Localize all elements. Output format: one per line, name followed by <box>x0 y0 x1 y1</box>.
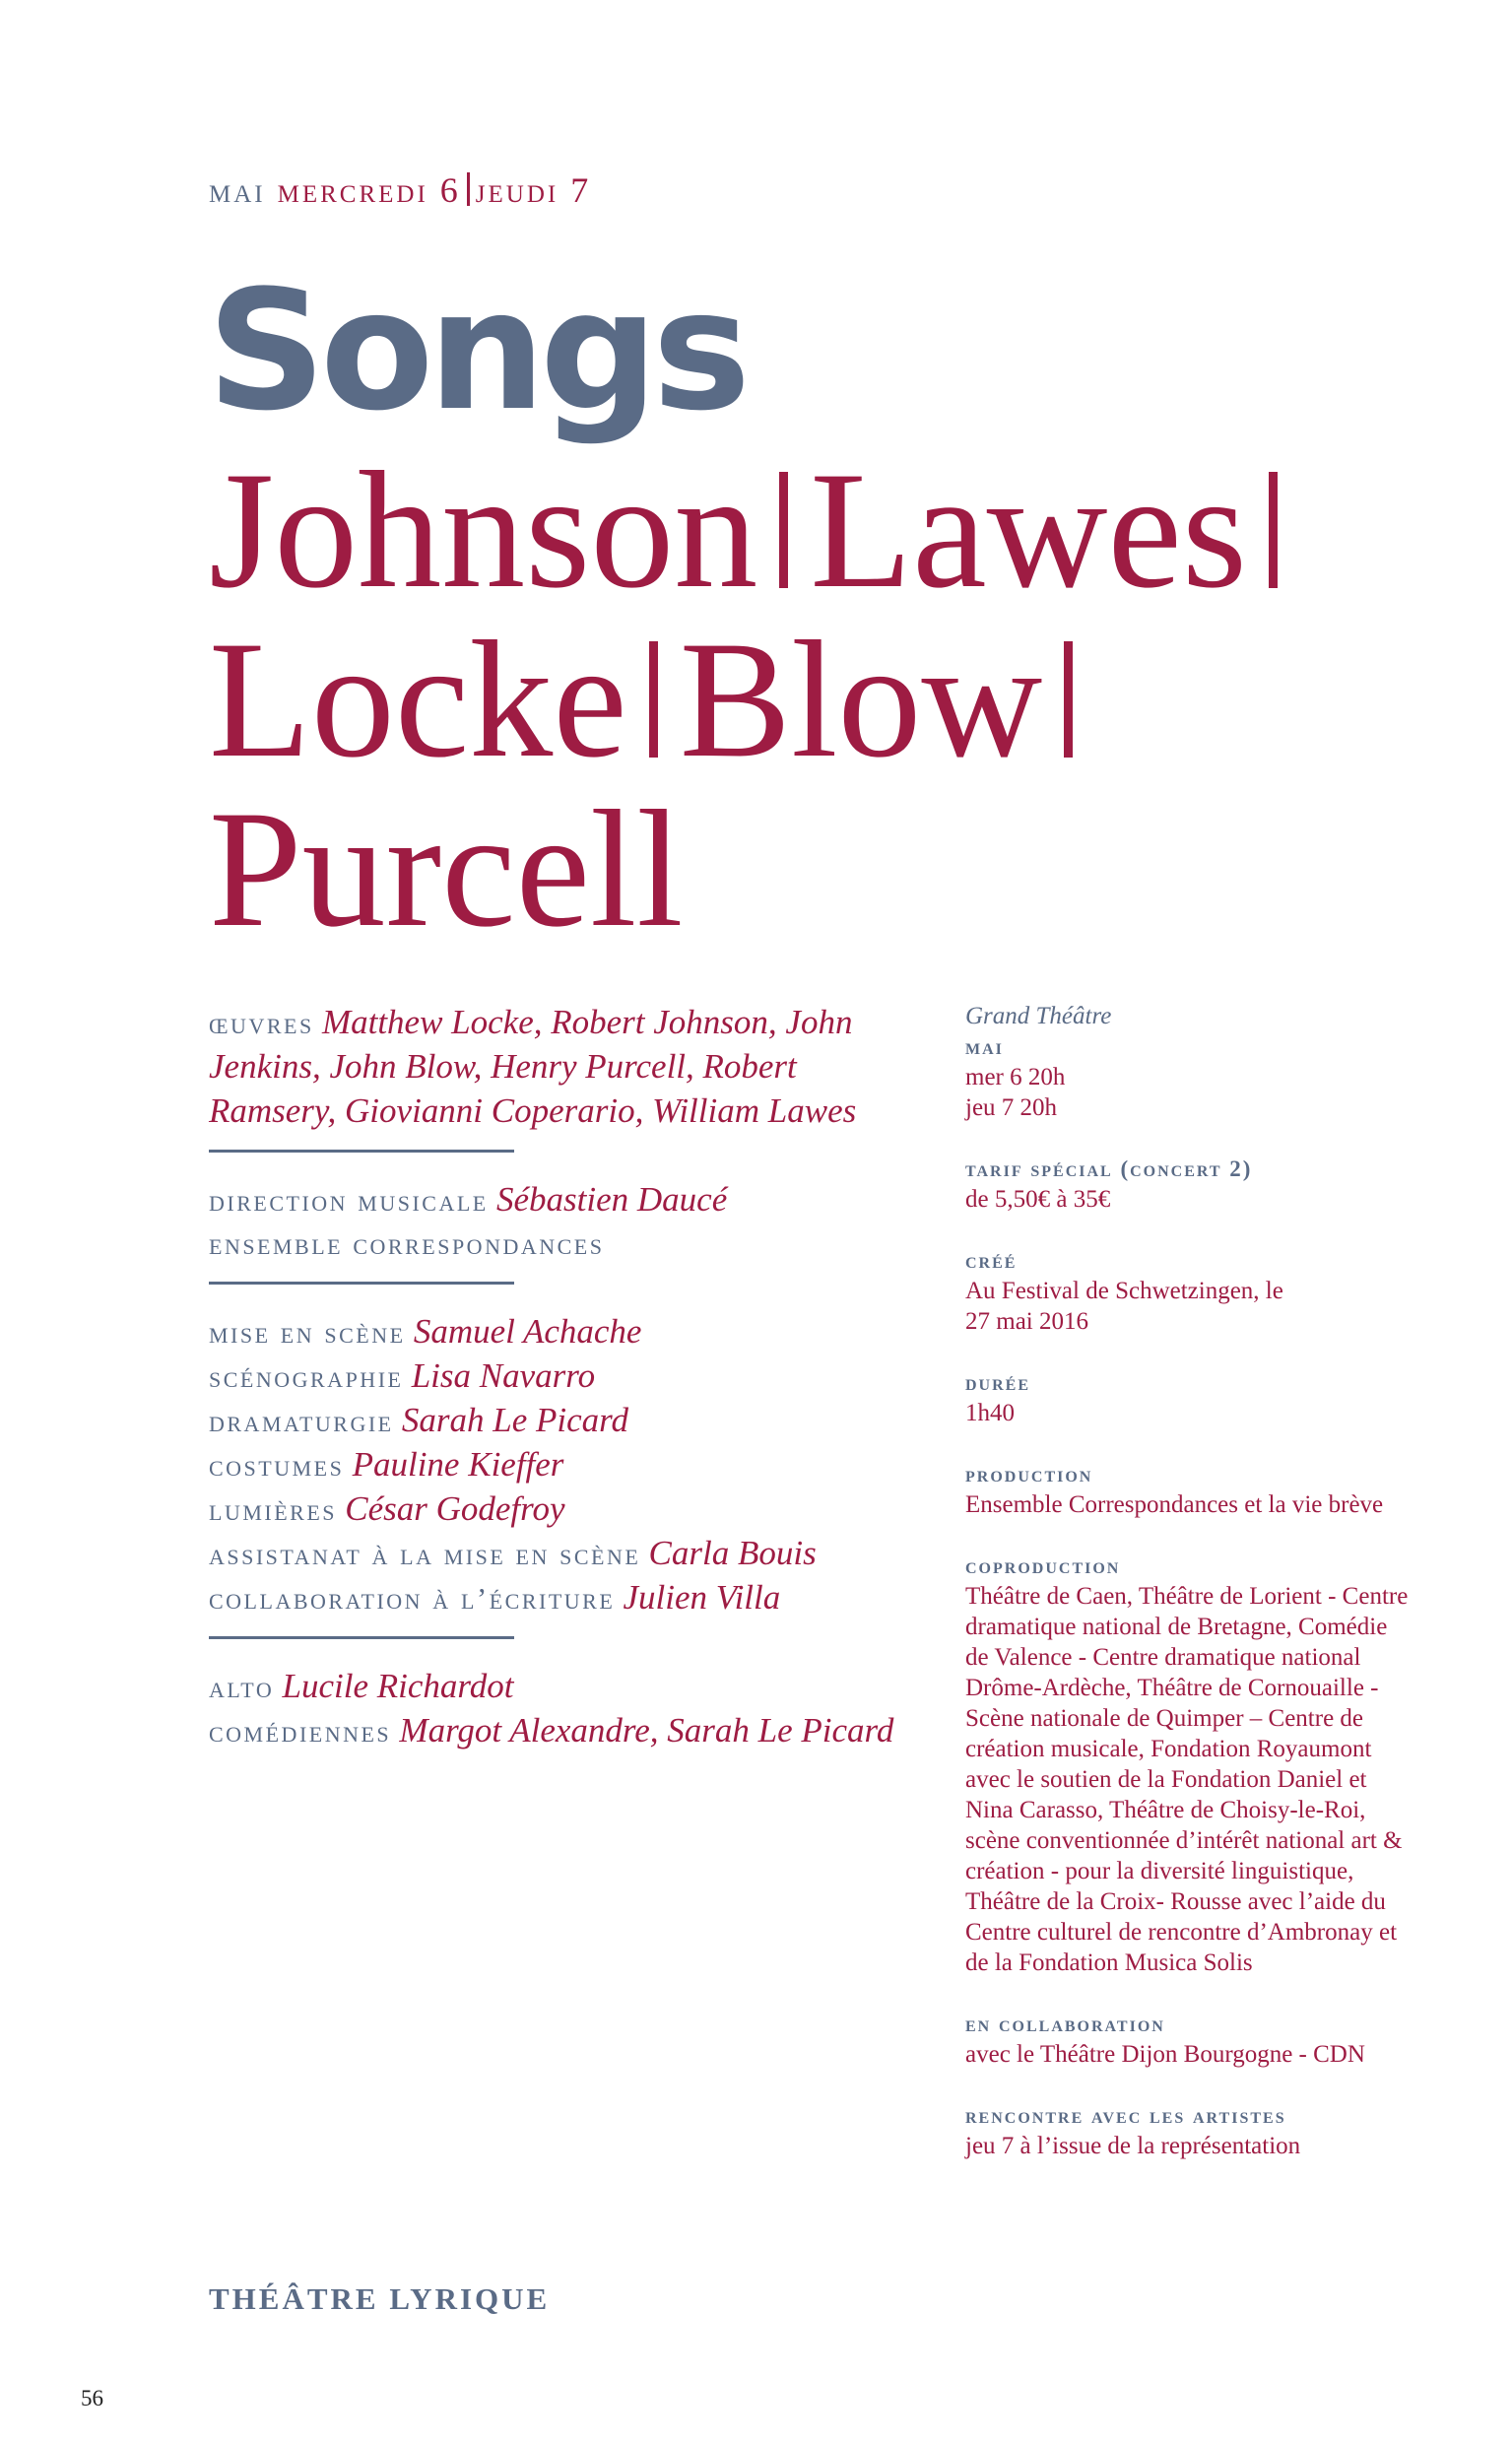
date-2: jeu 7 20h <box>965 1094 1058 1121</box>
credit-mise-en-scene <box>209 1310 918 1354</box>
composer-line-3: Purcell <box>209 776 684 961</box>
info-label: production <box>965 1462 1093 1486</box>
credit-costumes <box>209 1443 918 1487</box>
info-label: coproduction <box>965 1553 1121 1578</box>
credit-role: scénographie <box>209 1359 404 1394</box>
day-two: jeudi 7 <box>475 170 592 210</box>
credit-ensemble <box>209 1222 918 1266</box>
info-dates <box>965 1001 1438 1123</box>
divider <box>209 1636 514 1639</box>
credit-name: Carla Bouis <box>648 1534 817 1572</box>
credit-role: ensemble correspondances <box>209 1226 605 1261</box>
info-text: avec le Théâtre Dijon Bourgogne - CDN <box>965 2041 1365 2068</box>
credit-role: assistanat à la mise en scène <box>209 1537 641 1571</box>
date-line <box>209 169 591 211</box>
composer-title <box>209 437 1299 961</box>
info-production <box>965 1460 1438 1520</box>
info-text: de 5,50€ à 35€ <box>965 1186 1111 1213</box>
info-text: 1h40 <box>965 1400 1015 1426</box>
credit-role: alto <box>209 1670 275 1704</box>
divider <box>209 1282 514 1285</box>
page-title: Songs <box>207 254 746 447</box>
credit-alto <box>209 1665 918 1709</box>
info-text: Ensemble Correspondances et la vie brève <box>965 1491 1384 1518</box>
date-1: mer 6 20h <box>965 1064 1066 1090</box>
credit-name: Julien Villa <box>623 1578 781 1617</box>
credit-role: œuvres <box>209 1006 314 1040</box>
date-separator <box>467 172 470 206</box>
month-label: mai <box>209 170 266 210</box>
credit-role: lumières <box>209 1492 337 1527</box>
info-column <box>965 1001 1438 2193</box>
info-label: durée <box>965 1370 1031 1395</box>
credit-name: Lucile Richardot <box>282 1667 514 1705</box>
composer-lawes: Lawes <box>810 437 1248 623</box>
info-coproduction <box>965 1552 1438 1978</box>
info-label: en collaboration <box>965 2012 1165 2036</box>
credit-role: direction musicale <box>209 1183 489 1218</box>
composer-line-2 <box>209 607 1299 792</box>
info-duree <box>965 1368 1438 1428</box>
credit-name: Sarah Le Picard <box>401 1401 628 1439</box>
credit-name: Margot Alexandre, Sarah Le Picard <box>399 1711 894 1750</box>
info-rencontre <box>965 2101 1438 2161</box>
credit-name: Lisa Navarro <box>411 1356 596 1395</box>
credit-name: Pauline Kieffer <box>352 1445 564 1484</box>
composer-locke: Locke <box>209 607 627 792</box>
credit-role: dramaturgie <box>209 1404 394 1438</box>
page-number: 56 <box>81 2386 103 2410</box>
info-text: Théâtre de Caen, Théâtre de Lorient - Centre dramatique national de Bretagne, Comédie de Valence - Centre dramatique national Drôme-Ardèche, Théâtre de Cornouaille - Scène nationale de Quimper – Centre de création musicale, Fondation Royaumont avec le soutien de la Fondation Daniel et Nina Carasso, Théâtre de Choisy-le-Roi, scène conventionnée d’intérêt national art & création - pour la diversité linguistique, Théâtre de la Croix- Rousse avec l’aide du Centre culturel de rencontre d’Ambronay et de la Fondation Musica Solis <box>965 1583 1409 1976</box>
credit-oeuvres <box>209 1001 918 1134</box>
credits-column <box>209 1001 918 1753</box>
credit-role: comédiennes <box>209 1714 392 1749</box>
info-text: jeu 7 à l’issue de la représentation <box>965 2133 1301 2159</box>
credit-name: Sébastien Daucé <box>496 1180 728 1219</box>
credit-role: collaboration à l’écriture <box>209 1581 616 1616</box>
credit-name: César Godefroy <box>345 1489 565 1528</box>
credit-lumieres <box>209 1487 918 1532</box>
credit-dramaturgie <box>209 1399 918 1443</box>
composer-johnson: Johnson <box>209 437 758 623</box>
info-text: Au Festival de Schwetzingen, le 27 mai 2016 <box>965 1278 1283 1335</box>
venue: Grand Théâtre <box>965 1003 1112 1029</box>
title-separator <box>649 641 658 758</box>
info-label: mai <box>965 1034 1004 1059</box>
credit-assistanat <box>209 1532 918 1576</box>
composer-line-1 <box>209 437 1299 623</box>
info-label: créé <box>965 1248 1018 1273</box>
credit-collaboration <box>209 1576 918 1620</box>
info-tarif <box>965 1155 1438 1215</box>
credit-role: costumes <box>209 1448 345 1483</box>
composer-blow: Blow <box>679 607 1043 792</box>
credit-role: mise en scène <box>209 1315 406 1350</box>
genre-label: THÉÂTRE LYRIQUE <box>209 2281 551 2316</box>
day-one: mercredi 6 <box>277 170 461 210</box>
info-collaboration <box>965 2010 1438 2070</box>
info-label: rencontre avec les artistes <box>965 2103 1286 2128</box>
divider <box>209 1150 514 1153</box>
info-cree <box>965 1246 1438 1337</box>
credit-scenographie <box>209 1354 918 1399</box>
title-separator <box>1269 472 1278 588</box>
credit-name: Matthew Locke, Robert Johnson, John Jenkins, John Blow, Henry Purcell, Robert Ramsery, Giovianni Coperario, William Lawes <box>209 1003 857 1130</box>
title-separator <box>1064 641 1073 758</box>
credit-direction <box>209 1178 918 1222</box>
credit-name: Samuel Achache <box>413 1312 642 1351</box>
title-separator <box>779 472 788 588</box>
credit-comediennes <box>209 1709 918 1753</box>
info-label: tarif spécial (concert 2) <box>965 1156 1253 1181</box>
